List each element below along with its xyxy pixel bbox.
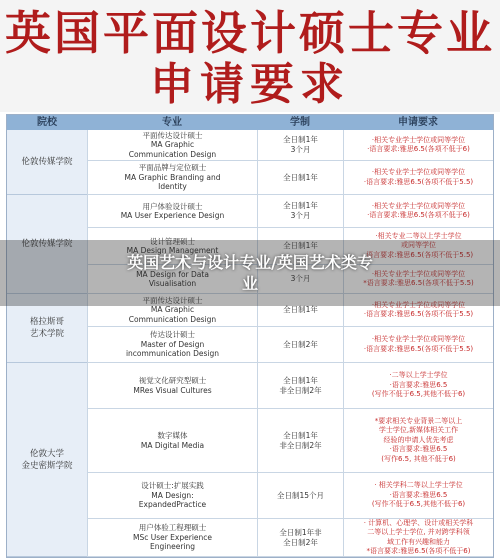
column-header-program: 专业 [162,117,182,128]
program-cell-line: MA Graphic [150,140,195,150]
duration-cell-line: 全日制1年 [283,135,318,144]
school-name: 伦敦传媒学院 [21,239,73,249]
requirements-cell-line: ·相关专业学士学位或同等学位 [371,168,466,176]
program-cell [87,130,257,161]
requirements-cell-line: *语言要求:雅思6.5(各项不低于6) [366,547,471,555]
program-cell-line: ExpandedPractice [138,500,207,510]
program-cell-line: Visualisation [148,279,197,288]
program-cell-line: Master of Design [140,339,205,349]
requirements-cell-line: ·语言要求:雅思6.5 [389,445,448,454]
program-cell-line: Communication Design [128,314,217,324]
program-cell-line: 传达设计硕士 [150,330,195,340]
duration-cell [257,130,343,161]
duration-cell-line: 全日制1年非 [279,527,322,537]
program-cell-line: 设计硕士:扩展实践 [141,481,204,491]
table-header [7,115,493,130]
school-name: 伦敦大学 [29,448,64,459]
duration-cell-line: 全日制2年 [283,537,318,547]
duration-cell-line: 3个月 [290,211,311,220]
school-name: 金史密斯学院 [21,460,73,471]
duration-cell-line: 全日制1年 [283,172,318,182]
requirements-cell-line: ·语言要求:雅思6.5(各项不低于5.5) [363,250,474,259]
program-cell-line: incommunication Design [125,349,220,359]
program-cell-line: MA Design for Data [136,269,209,279]
program-cell [87,327,257,363]
program-cell-line: 数字媒体 [157,431,188,440]
program-cell-line: MRes Visual Cultures [133,385,212,395]
duration-cell-line: 全日制2年 [283,339,318,349]
duration-cell [257,519,343,557]
watermark-caption [40,252,460,294]
requirements-cell-line: ·二等以上学士学位 [389,371,448,380]
program-cell [87,363,257,409]
requirements-cell-line: ·相关专业学士学位或同等学位 [371,300,466,309]
requirements-cell-line: *要求相关专业背景二等以上 [374,416,463,425]
duration-cell-line: 全日制1年 [283,375,318,385]
program-cell [87,519,257,557]
column-header-requirements: 申请要求 [398,117,438,128]
duration-cell [257,473,343,519]
program-cell-line: 平面传达设计硕士 [142,295,203,305]
duration-cell [257,363,343,409]
requirements-cell-line: ·相关专业二等以上学士学位 [375,231,462,240]
watermark-line: 业 [241,274,258,293]
requirements-cell-line: ·语言要求:雅思6.5(各项不低于5.5) [363,310,474,318]
program-cell-line: Communication Design [128,149,217,159]
requirements-cell-line: 域工作有兴趣和能力 [387,537,450,546]
requirements-cell [343,161,493,195]
requirements-cell-line: ·语言要求:雅思6.5(各项不低于5.5) [363,177,474,186]
requirements-cell-line: (写作不低于6.5,其他不低于6) [371,500,466,509]
requirements-cell-line: · 计算机、心理学、设计或相关学科 [363,518,474,527]
requirements-cell-line: ·相关专业学士学位或同等学位 [371,269,466,278]
duration-cell-line: 非全日制2年 [279,385,322,395]
program-cell-line: MA Digital Media [140,440,205,450]
program-cell-line: Engineering [150,542,195,552]
program-cell-line: 平面传达设计硕士 [142,130,203,140]
program-cell-line: MA Design Management [126,246,219,255]
requirements-cell [343,195,493,228]
program-cell-line: 视觉文化研究型硕士 [138,376,207,385]
school-name: 艺术学院 [29,329,64,339]
column-header-school: 院校 [37,117,57,128]
school-cell [7,130,87,195]
program-cell-line: 用户体验工程理硕士 [138,523,207,533]
duration-cell-line: 3个月 [290,145,311,154]
duration-cell-line: 全日制1年 [283,430,318,440]
requirements-cell-line: ·相关专业学士学位或同等学位 [371,335,466,343]
program-cell [87,473,257,519]
requirements-cell-line: 经验的申请人优先考虑 [383,435,454,444]
requirements-cell-line: (写作不低于6.5,其他不低于6) [371,390,466,399]
school-name: 伦敦传媒学院 [21,157,73,167]
column-header-duration: 学制 [290,117,310,128]
program-cell [87,195,257,228]
program-cell [87,161,257,195]
duration-cell-line: 非全日制2年 [279,440,322,450]
requirements-cell [343,327,493,363]
requirements-cell [343,363,493,409]
page-title: 英国平面设计硕士专业 [5,6,495,60]
requirements-cell [343,130,493,161]
requirements-cell-line: ·语言要求:雅思6.5 [389,380,448,389]
school-cell [7,363,87,557]
requirements-cell [343,519,493,557]
requirements-cell-line: 二等以上学士学位, 并对跨学科领 [367,528,470,536]
program-cell-line: 设计管理硕士 [150,236,195,246]
requirements-cell-line: (写作6.5, 其他不低于6) [381,454,456,463]
duration-cell-line: 3个月 [290,274,311,283]
requirements-cell [343,409,493,473]
duration-cell [257,409,343,473]
program-cell-line: MA Design: [151,490,194,500]
program-cell-line: MA Graphic Branding and [124,172,221,182]
requirements-cell-line: *语言要求:雅思6.5(各项不低于5.5) [363,279,474,287]
school-name: 格拉斯哥 [29,317,64,327]
duration-cell-line: 全日制1年 [283,305,318,314]
program-cell-line: 平面品牌与定位硕士 [138,163,207,173]
requirements-table [6,114,494,558]
requirements-cell-line: 或同等学位 [401,241,436,250]
program-cell-line: 用户体验设计硕士 [142,201,203,211]
duration-cell-line: 全日制1年 [283,241,318,250]
program-cell-line: MA Graphic [150,305,195,315]
program-cell [87,409,257,473]
page-subtitle: 申请要求 [150,59,350,110]
requirements-cell-line: ·语言要求:雅思6.5(各项不低于6) [367,211,470,219]
requirements-cell-line: ·语言要求:雅思6.5(各项不低于5.5) [363,344,474,353]
requirements-cell-line: 学士学位,新媒体相关工作 [378,426,459,435]
duration-cell-line: 全日制15个月 [276,490,325,500]
requirements-cell-line: · 相关学科二等以上学士学位 [374,481,463,490]
program-cell-line: MA User Experience Design [120,211,225,220]
program-cell-line: MSc User Experience [132,532,213,542]
page-header [0,0,500,112]
requirements-cell-line: ·语言要求:雅思6.5(各项不低于6) [367,145,470,153]
requirements-cell [343,473,493,519]
duration-cell [257,161,343,195]
duration-cell [257,195,343,228]
requirements-cell-line: ·相关专业学士学位或同等学位 [371,135,466,144]
watermark-line: 英国艺术与设计专业/英国艺术类专 [127,253,373,272]
duration-cell [257,327,343,363]
duration-cell-line: 全日制1年 [283,201,318,210]
requirements-cell-line: ·相关专业学士学位或同等学位 [371,201,466,210]
requirements-cell-line: ·语言要求:雅思6.5 [389,490,448,499]
program-cell-line: Identity [158,182,187,192]
